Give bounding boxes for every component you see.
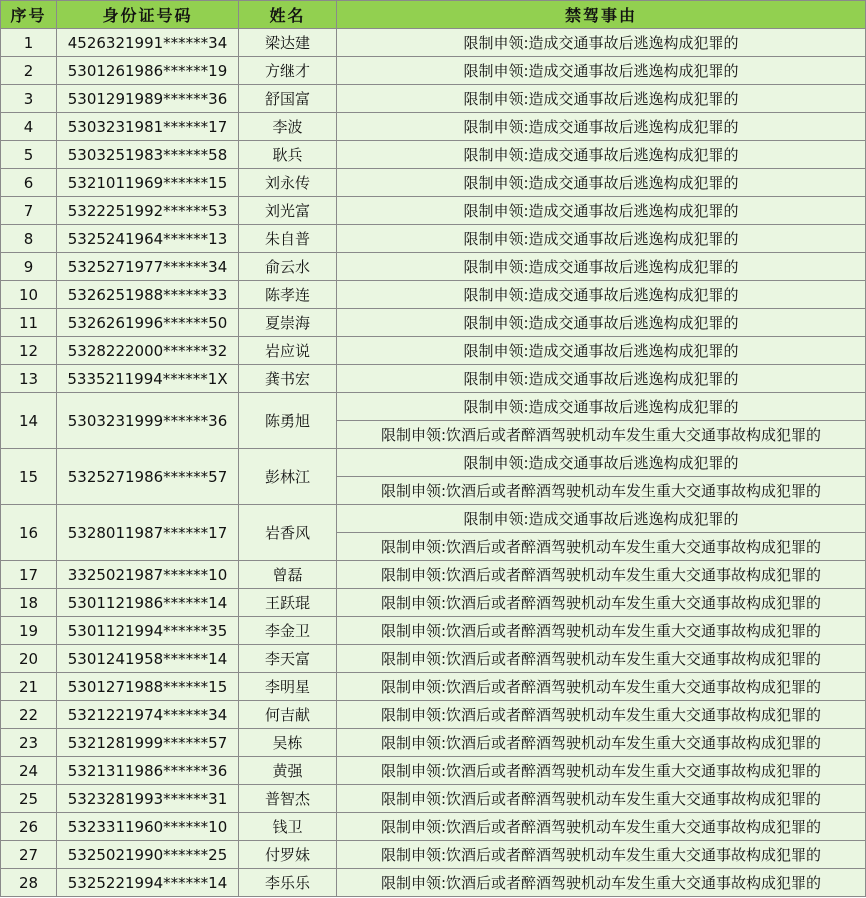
ban-reason-cell: 限制申领:造成交通事故后逃逸构成犯罪的 (337, 253, 866, 281)
ban-reason-cell: 限制申领:饮酒后或者醉酒驾驶机动车发生重大交通事故构成犯罪的 (337, 813, 866, 841)
header-seq: 序号 (1, 1, 57, 29)
id-number-cell: 5301291989******36 (57, 85, 239, 113)
header-ban-reason: 禁驾事由 (337, 1, 866, 29)
table-row (1, 785, 866, 813)
id-number-cell: 5321281999******57 (57, 729, 239, 757)
ban-reason-cell: 限制申领:造成交通事故后逃逸构成犯罪的 (337, 85, 866, 113)
id-number-cell: 5328011987******17 (57, 505, 239, 561)
name-cell: 俞云水 (239, 253, 337, 281)
seq-cell: 13 (1, 365, 57, 393)
ban-reason-cell: 限制申领:饮酒后或者醉酒驾驶机动车发生重大交通事故构成犯罪的 (337, 785, 866, 813)
header-name: 姓名 (239, 1, 337, 29)
name-cell: 付罗妹 (239, 841, 337, 869)
ban-reason-cell: 限制申领:造成交通事故后逃逸构成犯罪的 (337, 449, 866, 477)
table-row (1, 253, 866, 281)
id-number-cell: 5303251983******58 (57, 141, 239, 169)
name-cell: 陈勇旭 (239, 393, 337, 449)
ban-reason-cell: 限制申领:造成交通事故后逃逸构成犯罪的 (337, 337, 866, 365)
id-number-cell: 5303231999******36 (57, 393, 239, 449)
id-number-cell: 4526321991******34 (57, 29, 239, 57)
id-number-cell: 5326251988******33 (57, 281, 239, 309)
ban-reason-cell: 限制申领:造成交通事故后逃逸构成犯罪的 (337, 197, 866, 225)
name-cell: 刘永传 (239, 169, 337, 197)
table-row (1, 757, 866, 785)
ban-reason-cell: 限制申领:饮酒后或者醉酒驾驶机动车发生重大交通事故构成犯罪的 (337, 757, 866, 785)
seq-cell: 23 (1, 729, 57, 757)
ban-reason-cell: 限制申领:造成交通事故后逃逸构成犯罪的 (337, 505, 866, 533)
seq-cell: 1 (1, 29, 57, 57)
name-cell: 普智杰 (239, 785, 337, 813)
name-cell: 龚书宏 (239, 365, 337, 393)
name-cell: 岩香风 (239, 505, 337, 561)
name-cell: 耿兵 (239, 141, 337, 169)
seq-cell: 9 (1, 253, 57, 281)
id-number-cell: 5321011969******15 (57, 169, 239, 197)
table-row (1, 841, 866, 869)
ban-reason-cell: 限制申领:饮酒后或者醉酒驾驶机动车发生重大交通事故构成犯罪的 (337, 533, 866, 561)
seq-cell: 2 (1, 57, 57, 85)
ban-reason-cell: 限制申领:饮酒后或者醉酒驾驶机动车发生重大交通事故构成犯罪的 (337, 841, 866, 869)
ban-reason-cell: 限制申领:饮酒后或者醉酒驾驶机动车发生重大交通事故构成犯罪的 (337, 421, 866, 449)
id-number-cell: 5301241958******14 (57, 645, 239, 673)
ban-reason-cell: 限制申领:造成交通事故后逃逸构成犯罪的 (337, 225, 866, 253)
ban-reason-cell: 限制申领:造成交通事故后逃逸构成犯罪的 (337, 113, 866, 141)
table-row (1, 393, 866, 421)
name-cell: 李乐乐 (239, 869, 337, 897)
id-number-cell: 5325271986******57 (57, 449, 239, 505)
id-number-cell: 5325221994******14 (57, 869, 239, 897)
seq-cell: 16 (1, 505, 57, 561)
table-row (1, 449, 866, 477)
table-header (1, 1, 866, 29)
id-number-cell: 5303231981******17 (57, 113, 239, 141)
name-cell: 钱卫 (239, 813, 337, 841)
seq-cell: 27 (1, 841, 57, 869)
ban-reason-cell: 限制申领:造成交通事故后逃逸构成犯罪的 (337, 281, 866, 309)
name-cell: 夏崇海 (239, 309, 337, 337)
id-number-cell: 5301121994******35 (57, 617, 239, 645)
seq-cell: 26 (1, 813, 57, 841)
seq-cell: 4 (1, 113, 57, 141)
seq-cell: 22 (1, 701, 57, 729)
id-number-cell: 5301261986******19 (57, 57, 239, 85)
ban-reason-cell: 限制申领:造成交通事故后逃逸构成犯罪的 (337, 57, 866, 85)
id-number-cell: 5322251992******53 (57, 197, 239, 225)
table-row (1, 561, 866, 589)
seq-cell: 15 (1, 449, 57, 505)
name-cell: 李波 (239, 113, 337, 141)
seq-cell: 17 (1, 561, 57, 589)
seq-cell: 25 (1, 785, 57, 813)
table-row (1, 589, 866, 617)
header-id-number: 身份证号码 (57, 1, 239, 29)
id-number-cell: 5335211994******1X (57, 365, 239, 393)
table-row (1, 197, 866, 225)
seq-cell: 10 (1, 281, 57, 309)
name-cell: 王跃琨 (239, 589, 337, 617)
ban-reason-cell: 限制申领:造成交通事故后逃逸构成犯罪的 (337, 141, 866, 169)
id-number-cell: 5325241964******13 (57, 225, 239, 253)
seq-cell: 28 (1, 869, 57, 897)
seq-cell: 12 (1, 337, 57, 365)
seq-cell: 6 (1, 169, 57, 197)
id-number-cell: 5328222000******32 (57, 337, 239, 365)
id-number-cell: 5326261996******50 (57, 309, 239, 337)
name-cell: 李金卫 (239, 617, 337, 645)
ban-reason-cell: 限制申领:饮酒后或者醉酒驾驶机动车发生重大交通事故构成犯罪的 (337, 617, 866, 645)
ban-reason-cell: 限制申领:造成交通事故后逃逸构成犯罪的 (337, 169, 866, 197)
ban-reason-cell: 限制申领:饮酒后或者醉酒驾驶机动车发生重大交通事故构成犯罪的 (337, 869, 866, 897)
header-row (1, 1, 866, 29)
seq-cell: 21 (1, 673, 57, 701)
table-row (1, 673, 866, 701)
id-number-cell: 5325271977******34 (57, 253, 239, 281)
ban-reason-cell: 限制申领:饮酒后或者醉酒驾驶机动车发生重大交通事故构成犯罪的 (337, 729, 866, 757)
seq-cell: 20 (1, 645, 57, 673)
table-row (1, 813, 866, 841)
seq-cell: 18 (1, 589, 57, 617)
ban-reason-cell: 限制申领:饮酒后或者醉酒驾驶机动车发生重大交通事故构成犯罪的 (337, 701, 866, 729)
ban-reason-cell: 限制申领:饮酒后或者醉酒驾驶机动车发生重大交通事故构成犯罪的 (337, 477, 866, 505)
table-row (1, 29, 866, 57)
ban-reason-cell: 限制申领:造成交通事故后逃逸构成犯罪的 (337, 393, 866, 421)
name-cell: 何吉献 (239, 701, 337, 729)
name-cell: 吴栋 (239, 729, 337, 757)
table-row (1, 729, 866, 757)
name-cell: 梁达建 (239, 29, 337, 57)
ban-reason-cell: 限制申领:饮酒后或者醉酒驾驶机动车发生重大交通事故构成犯罪的 (337, 589, 866, 617)
seq-cell: 11 (1, 309, 57, 337)
id-number-cell: 5301271988******15 (57, 673, 239, 701)
id-number-cell: 5323281993******31 (57, 785, 239, 813)
name-cell: 李明星 (239, 673, 337, 701)
id-number-cell: 5301121986******14 (57, 589, 239, 617)
name-cell: 彭林江 (239, 449, 337, 505)
ban-reason-cell: 限制申领:造成交通事故后逃逸构成犯罪的 (337, 309, 866, 337)
seq-cell: 3 (1, 85, 57, 113)
table-row (1, 225, 866, 253)
name-cell: 舒国富 (239, 85, 337, 113)
table-row (1, 505, 866, 533)
table-row (1, 141, 866, 169)
seq-cell: 24 (1, 757, 57, 785)
seq-cell: 7 (1, 197, 57, 225)
table-body (1, 29, 866, 897)
table-row (1, 169, 866, 197)
table-row (1, 701, 866, 729)
id-number-cell: 5323311960******10 (57, 813, 239, 841)
seq-cell: 19 (1, 617, 57, 645)
name-cell: 陈孝连 (239, 281, 337, 309)
id-number-cell: 5321221974******34 (57, 701, 239, 729)
table-row (1, 337, 866, 365)
ban-reason-cell: 限制申领:饮酒后或者醉酒驾驶机动车发生重大交通事故构成犯罪的 (337, 673, 866, 701)
name-cell: 黄强 (239, 757, 337, 785)
seq-cell: 8 (1, 225, 57, 253)
name-cell: 李天富 (239, 645, 337, 673)
name-cell: 曾磊 (239, 561, 337, 589)
table-row (1, 617, 866, 645)
name-cell: 朱自普 (239, 225, 337, 253)
table-row (1, 113, 866, 141)
ban-reason-cell: 限制申领:造成交通事故后逃逸构成犯罪的 (337, 29, 866, 57)
table-row (1, 645, 866, 673)
name-cell: 岩应说 (239, 337, 337, 365)
table-row (1, 365, 866, 393)
table-row (1, 85, 866, 113)
name-cell: 刘光富 (239, 197, 337, 225)
ban-reason-cell: 限制申领:饮酒后或者醉酒驾驶机动车发生重大交通事故构成犯罪的 (337, 645, 866, 673)
table-row (1, 869, 866, 897)
id-number-cell: 5321311986******36 (57, 757, 239, 785)
id-number-cell: 3325021987******10 (57, 561, 239, 589)
table-row (1, 57, 866, 85)
seq-cell: 5 (1, 141, 57, 169)
ban-reason-cell: 限制申领:饮酒后或者醉酒驾驶机动车发生重大交通事故构成犯罪的 (337, 561, 866, 589)
name-cell: 方继才 (239, 57, 337, 85)
id-number-cell: 5325021990******25 (57, 841, 239, 869)
seq-cell: 14 (1, 393, 57, 449)
table-row (1, 309, 866, 337)
ban-reason-cell: 限制申领:造成交通事故后逃逸构成犯罪的 (337, 365, 866, 393)
table-row (1, 281, 866, 309)
